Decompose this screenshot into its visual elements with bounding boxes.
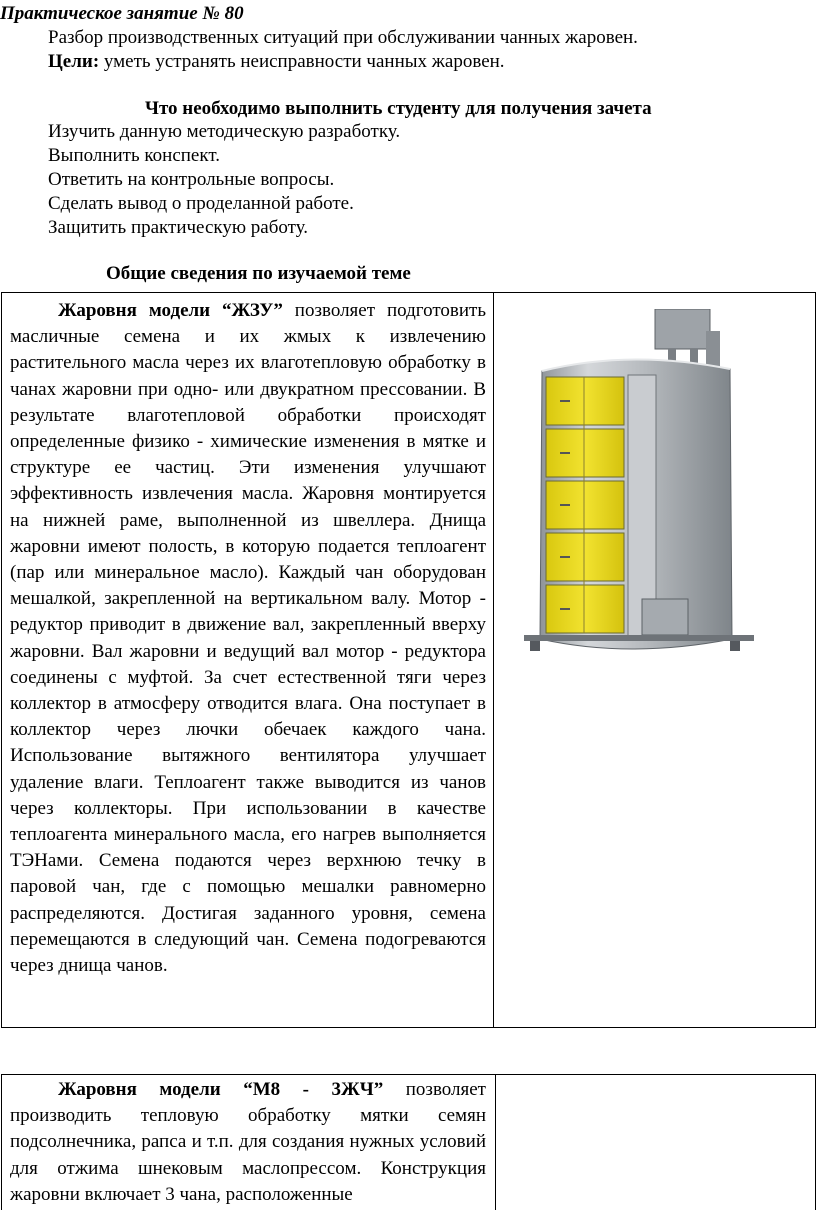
roaster-machine-icon (520, 309, 790, 655)
table2-lead: Жаровня модели “М8 - 3ЖЧ” (58, 1079, 384, 1100)
info-table-2 (1, 1074, 816, 1210)
general-heading: Общие сведения по изучаемой теме (106, 263, 411, 284)
requirement-item: Защитить практическую работу. (48, 217, 309, 238)
goals-text: уметь устранять неисправности чанных жаровен. (99, 51, 505, 72)
table1-body: позволяет подготовить масличные семена и их жмых к извлечению растительного масла через их влаготепловую обработку в чанах жаровни при одно- или двукратном прессовании. В результате влаготепловой обработки происходят определенные физико - химические изменения в мятке и структуре ее частиц. Эти изменения улучшают эффективность извлечения масла. Жаровня монтируется на нижней раме, выполненной из швеллера. Днища жаровни имеют полость, в которую подается теплоагент (пар или минеральное масло). Каждый чан оборудован мешалкой, закрепленной на вертикальном валу. Мотор - редуктор приводит в движение вал, закрепленный вверху жаровни. Вал жаровни и ведущий вал мотор - редуктора соединены с муфтой. За счет естественной тяги через коллектор в атмосферу отводится влага. Она поступает в коллектор через лючки обечаек каждого чана. Использование вытяжного вентилятора улучшает удаление влаги. Теплоагент также выводится из чанов через коллекторы. При использовании в качестве теплоагента минерального масла, его нагрев выполняется ТЭНами. Семена подаются через верхнюю течку в паровой чан, где с помощью мешалки равномерно распределяются. Достигая заданного уровня, семена перемещаются в следующий чан. Семена подогреваются через днища чанов. (10, 300, 486, 977)
topic-line: Разбор производственных ситуаций при обслуживании чанных жаровен. (48, 27, 638, 48)
table2-text-cell (10, 1077, 486, 1208)
page-title: Практическое занятие № 80 (0, 3, 244, 24)
requirement-item: Выполнить конспект. (48, 145, 220, 166)
requirement-item: Ответить на контрольные вопросы. (48, 169, 335, 190)
table2-body: позволяет производить тепловую обработку мятки семян подсолнечника, рапса и т.п. для создания нужных условий для отжима шнековым маслопрессом. Конструкция жаровни включает 3 чана, расположенные (10, 1079, 486, 1205)
goals-label: Цели: (48, 51, 100, 72)
goals-line (48, 50, 505, 74)
info-table-1 (1, 292, 816, 1028)
table-divider (493, 293, 494, 1027)
requirement-item: Сделать вывод о проделанной работе. (48, 193, 354, 214)
table-divider (495, 1075, 496, 1210)
requirements-heading: Что необходимо выполнить студенту для получения зачета (145, 98, 652, 119)
table1-lead: Жаровня модели “ЖЗУ” (58, 300, 283, 321)
table1-text-cell (10, 298, 486, 979)
requirement-item: Изучить данную методическую разработку. (48, 121, 401, 142)
